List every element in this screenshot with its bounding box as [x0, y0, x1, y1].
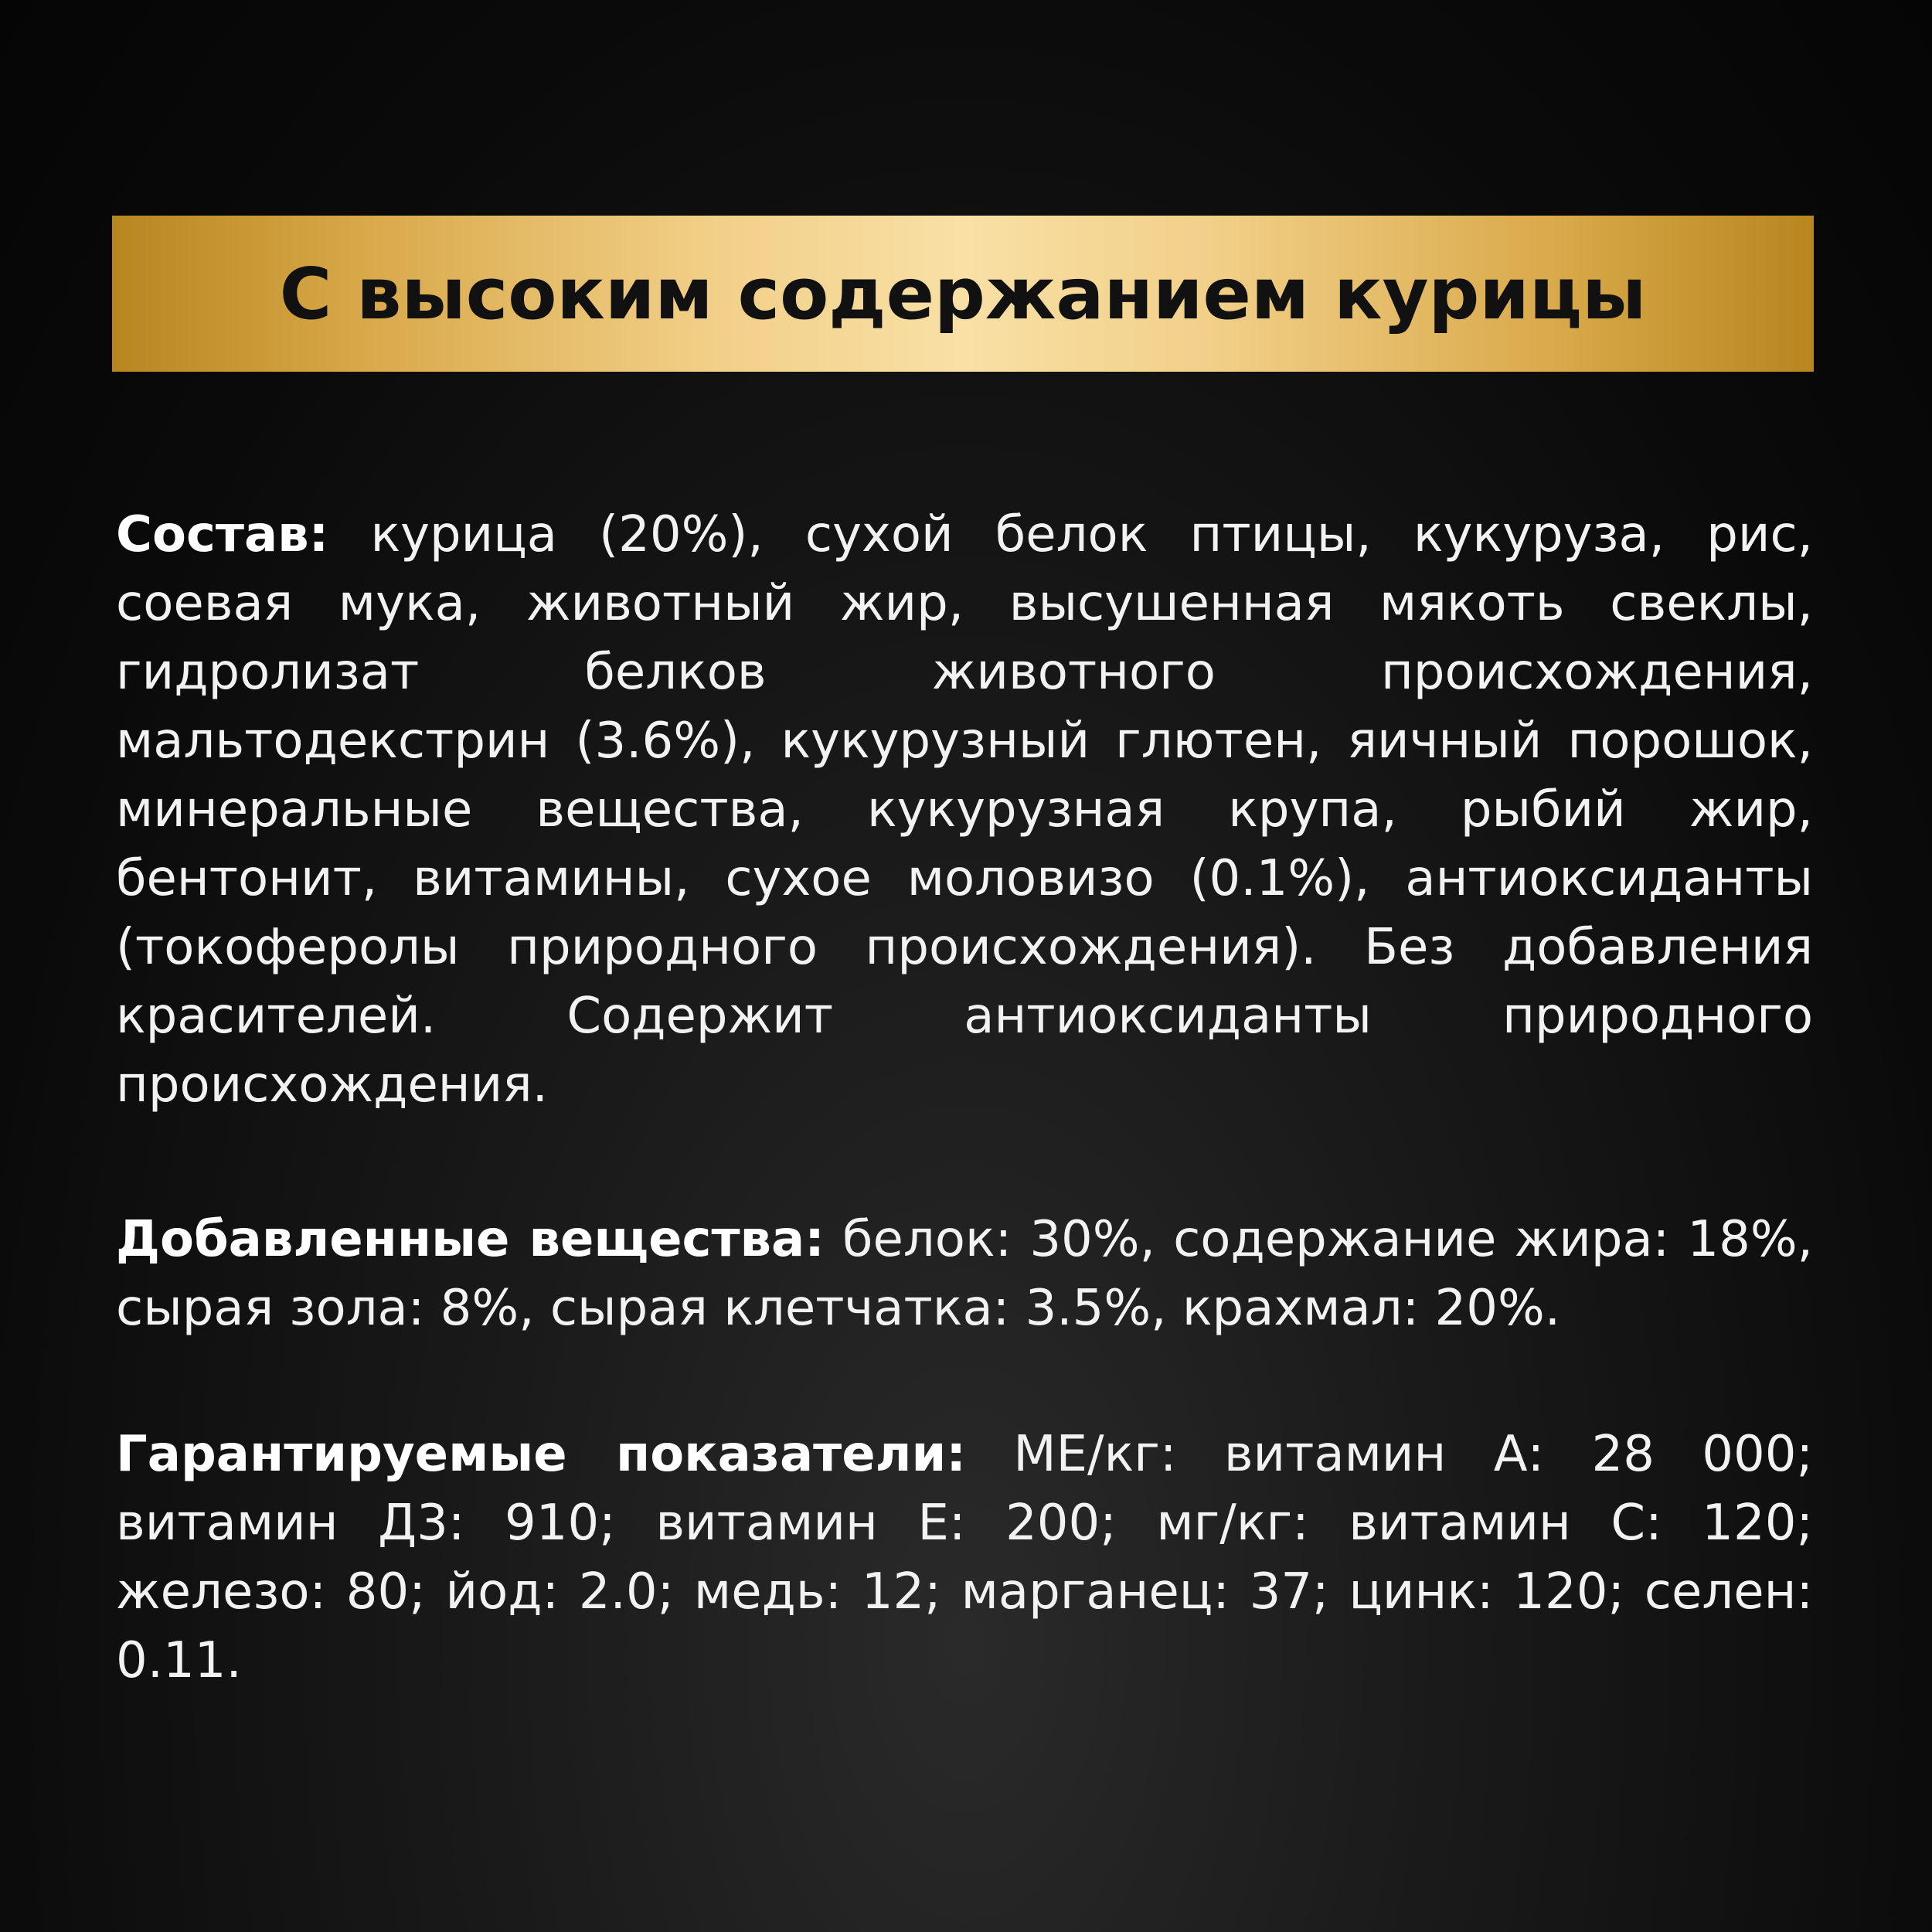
composition-section — [116, 501, 1813, 1120]
guaranteed-text: МЕ/кг: витамин А: 28 000; витамин Д3: 910; витамин Е: 200; мг/кг: витамин С: 120; железо: 80; йод: 2.0; медь: 12; марганец: 37; цинк: 120; селен: 0.11. — [116, 1426, 1814, 1689]
guaranteed-section — [116, 1420, 1813, 1696]
additives-label: Добавленные вещества: — [116, 1211, 825, 1268]
additives-text: белок: 30%, содержание жира: 18%, сырая зола: 8%, сырая клетчатка: 3.5%, крахмал: 20%. — [116, 1211, 1814, 1337]
title-banner — [112, 216, 1814, 372]
additives-section — [116, 1206, 1813, 1343]
composition-text: курица (20%), сухой белок птицы, кукуруза, рис, соевая мука, животный жир, высушенная мякоть свеклы, гидролизат белков животного происхождения, мальтодекстрин (3.6%), кукурузный глютен, яичный порошок, минеральные вещества, кукурузная крупа, рыбий жир, бентонит, витамины, сухое моловизо (0.1%), антиоксиданты (токоферолы природного происхождения). Без добавления красителей. Содержит антиоксиданты природного происхождения. — [116, 506, 1814, 1114]
guaranteed-label: Гарантируемые показатели: — [116, 1426, 966, 1483]
composition-label: Состав: — [116, 506, 329, 563]
banner-title: С высоким содержанием курицы — [279, 252, 1647, 335]
